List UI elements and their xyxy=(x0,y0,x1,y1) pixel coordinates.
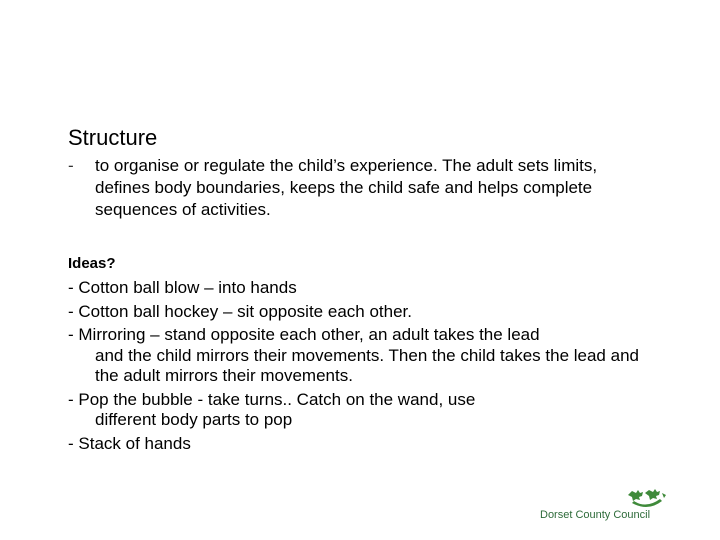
idea-item xyxy=(68,278,648,299)
slide-title: Structure xyxy=(68,125,158,150)
idea-item-text: - Cotton ball hockey – sit opposite each other. xyxy=(68,301,412,321)
dorset-lions-emblem-icon xyxy=(626,487,668,511)
ideas-list xyxy=(68,278,648,457)
idea-item-continuation: and the child mirrors their movements. Then the child takes the lead and the adult mirrors their movements. xyxy=(95,345,639,385)
idea-item-text: - Pop the bubble - take turns.. Catch on the wand, use xyxy=(68,389,476,409)
structure-description xyxy=(68,155,628,221)
idea-item-text: - Stack of hands xyxy=(68,433,191,453)
idea-item xyxy=(68,434,648,455)
idea-item xyxy=(68,325,648,387)
idea-item xyxy=(68,302,648,323)
idea-item-continuation: different body parts to pop xyxy=(95,410,293,429)
dorset-county-council-logo xyxy=(536,487,671,527)
bullet-dash: - xyxy=(68,156,74,175)
ideas-heading: Ideas? xyxy=(68,255,116,272)
idea-item-text: - Mirroring – stand opposite each other, an adult takes the lead xyxy=(68,325,540,344)
logo-text: Dorset County Council xyxy=(540,509,651,521)
idea-item xyxy=(68,390,648,431)
idea-item-text: - Cotton ball blow – into hands xyxy=(68,278,297,297)
structure-text: to organise or regulate the child’s experience. The adult sets limits, defines body boundaries, keeps the child safe and helps complete sequences of activities. xyxy=(95,156,598,219)
